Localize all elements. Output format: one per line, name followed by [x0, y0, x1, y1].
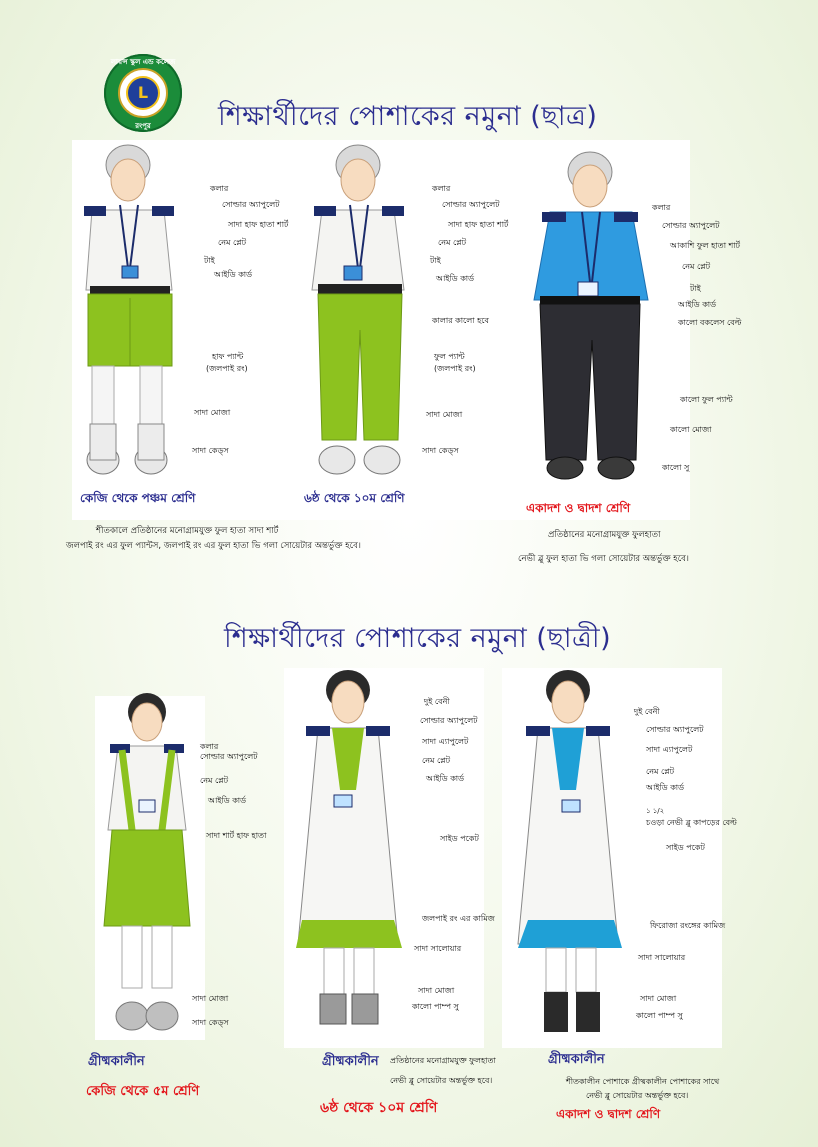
- boy-kg-figure: [84, 145, 174, 474]
- girl-6-10-figure: [296, 670, 402, 1024]
- boy1-label-nameplate: নেম প্লেট: [218, 238, 247, 247]
- girl3-label-epaulette: সোল্ডার অ্যাপুলেট: [646, 725, 704, 734]
- boy-11-12-figure: [534, 152, 648, 479]
- girl1-label-idcard: আইডি কার্ড: [208, 796, 247, 805]
- boy1-label-halfpant: হাফ প্যান্ট: [212, 352, 244, 361]
- boy1-label-keds: সাদা কেড্স: [192, 446, 229, 455]
- boy3-label-belt: কালো বকলেস বেল্ট: [678, 318, 742, 327]
- girl2-label-braids: দুই বেনী: [424, 697, 450, 706]
- girl3-note-line1: শীতকালীন পোশাকে গ্রীষ্মকালীন পোশাকের সাথে: [566, 1077, 720, 1086]
- girl2-label-shoes: কালো পাম্প সু: [412, 1002, 459, 1011]
- boy2-label-nameplate: নেম প্লেট: [438, 238, 467, 247]
- girl1-label-epaulette: সোল্ডার অ্যাপুলেট: [200, 752, 258, 761]
- girl3-label-kameez: ফিরোজা রংঙ্গের কামিজ: [650, 921, 726, 930]
- girl1-label-socks: সাদা মোজা: [192, 994, 229, 1003]
- boy2-label-olive: (জলপাই রং): [434, 364, 476, 373]
- boy1-caption: কেজি থেকে পঞ্চম শ্রেণি: [80, 491, 196, 505]
- girl3-caption: একাদশ ও দ্বাদশ শ্রেণি: [556, 1107, 661, 1121]
- girl3-label-shoes: কালো পাম্প সু: [636, 1011, 683, 1020]
- girl2-season: গ্রীষ্মকালীন: [322, 1054, 379, 1069]
- boy3-label-pant: কালো ফুল প্যান্ট: [680, 395, 733, 404]
- boy2-label-epaulette: সোল্ডার অ্যাপুলেট: [442, 200, 500, 209]
- girl3-note-line2: নেভী ব্লু সোয়েটার অন্তর্ভুক্ত হবে।: [586, 1091, 689, 1100]
- girl2-note-line1: প্রতিষ্ঠানের মনোগ্রামযুক্ত ফুলহাতা: [390, 1056, 496, 1065]
- boy3-label-shoes: কালো সু: [662, 463, 690, 472]
- boy1-label-collar: কলার: [210, 184, 229, 193]
- boy2-label-collar: কলার: [432, 184, 451, 193]
- boy2-label-socks: সাদা মোজা: [426, 410, 463, 419]
- boy1-label-socks: সাদা মোজা: [194, 408, 231, 417]
- boys-note-right-line2: নেভী ব্লু ফুল হাতা ভি গলা সোয়েটার অন্তর্ভুক্ত হবে।: [518, 554, 689, 564]
- logo-bottom-text: রংপুর: [135, 122, 151, 130]
- boy1-label-epaulette: সোল্ডার অ্যাপুলেট: [222, 200, 280, 209]
- girl3-label-socks: সাদা মোজা: [640, 994, 677, 1003]
- logo-top-text: লায়ন্স স্কুল এন্ড কলেজ: [110, 58, 176, 66]
- girl1-label-collar: কলার: [200, 742, 219, 751]
- girl3-season: গ্রীষ্মকালীন: [548, 1052, 605, 1067]
- boy2-caption: ৬ষ্ঠ থেকে ১০ম শ্রেণি: [304, 491, 405, 505]
- boy3-label-epaulette: সোল্ডার অ্যাপুলেট: [662, 221, 720, 230]
- boy3-label-socks: কালো মোজা: [670, 425, 712, 434]
- girl2-label-salwar: সাদা সালোয়ার: [414, 944, 462, 953]
- boy3-label-collar: কলার: [652, 203, 671, 212]
- girl2-label-pocket: সাইড পকেট: [440, 834, 479, 843]
- boy2-label-tie: টাই: [430, 256, 441, 265]
- girl1-label-shirt: সাদা শার্ট হাফ হাতা: [206, 831, 267, 840]
- girl2-label-socks: সাদা মোজা: [418, 986, 455, 995]
- girl1-label-keds: সাদা কেড্স: [192, 1018, 229, 1027]
- girl-kg-figure: [104, 693, 190, 1030]
- boy1-label-olive: (জলপাই রং): [206, 364, 248, 373]
- girl1-label-nameplate: নেম প্লেট: [200, 776, 229, 785]
- girl2-note-line2: নেভী ব্লু সোয়েটার অন্তর্ভুক্ত হবে।: [390, 1076, 493, 1085]
- boy2-label-shirt: সাদা হাফ হাতা শার্ট: [448, 220, 509, 229]
- girl1-caption: কেজি থেকে ৫ম শ্রেণি: [86, 1084, 200, 1099]
- girl2-label-white-epaulette: সাদা এ্যাপুলেট: [422, 737, 469, 746]
- girl2-label-idcard: আইডি কার্ড: [426, 774, 465, 783]
- boy3-label-shirt: আকাশি ফুল হাতা শার্ট: [670, 241, 740, 250]
- girl-11-12-figure: [518, 670, 622, 1032]
- boy1-label-idcard: আইডি কার্ড: [214, 270, 253, 279]
- boy3-caption: একাদশ ও দ্বাদশ শ্রেণি: [526, 501, 631, 515]
- girl3-label-pocket: সাইড পকেট: [666, 843, 705, 852]
- boy3-label-nameplate: নেম প্লেট: [682, 262, 711, 271]
- girls-title: শিক্ষার্থীদের পোশাকের নমুনা (ছাত্রী): [224, 623, 612, 654]
- boys-note-left-line1: শীতকালে প্রতিষ্ঠানের মনোগ্রামযুক্ত ফুল হাতা সাদা শার্ট: [96, 526, 279, 536]
- girl3-label-nameplate: নেম প্লেট: [646, 767, 675, 776]
- boy2-label-keds: সাদা কেড্স: [422, 446, 459, 455]
- girl2-label-kameez: জলপাই রং এর কামিজ: [422, 914, 495, 923]
- boy2-label-collar-black: কালার কালো হবে: [432, 316, 489, 325]
- boy2-label-fullpant: ফুল প্যান্ট: [434, 352, 465, 361]
- boys-note-left-line2: জলপাই রং এর ফুল প্যান্টস, জলপাই রং এর ফুল হাতা ভি গলা সোয়েটার অন্তর্ভুক্ত হবে।: [66, 541, 361, 551]
- boy2-label-idcard: আইডি কার্ড: [436, 274, 475, 283]
- boy1-label-tie: টাই: [204, 256, 215, 265]
- girl2-caption: ৬ষ্ঠ থেকে ১০ম শ্রেণি: [320, 1100, 438, 1116]
- girl3-label-white-epaulette: সাদা এ্যাপুলেট: [646, 745, 693, 754]
- girl1-season: গ্রীষ্মকালীন: [88, 1054, 145, 1069]
- girl3-label-braids: দুই বেনী: [634, 707, 660, 716]
- girl3-label-idcard: আইডি কার্ড: [646, 783, 685, 792]
- lions-emblem-icon: L: [126, 76, 160, 110]
- girl3-label-salwar: সাদা সালোয়ার: [638, 953, 686, 962]
- boys-note-right-line1: প্রতিষ্ঠানের মনোগ্রামযুক্ত ফুলহাতা: [548, 530, 661, 540]
- boy-6-10-figure: [312, 145, 404, 474]
- boy3-label-tie: টাই: [690, 284, 701, 293]
- girl2-label-nameplate: নেম প্লেট: [422, 756, 451, 765]
- girl3-label-width: ১ ১/২: [646, 807, 665, 815]
- boy3-label-idcard: আইডি কার্ড: [678, 300, 717, 309]
- boys-title: শিক্ষার্থীদের পোশাকের নমুনা (ছাত্র): [218, 101, 598, 132]
- boy1-label-shirt: সাদা হাফ হাতা শার্ট: [228, 220, 289, 229]
- girl3-label-belt: চওড়া নেভী ব্লু কাপড়ের বেল্ট: [646, 818, 737, 827]
- girl2-label-epaulette: সোল্ডার অ্যাপুলেট: [420, 716, 478, 725]
